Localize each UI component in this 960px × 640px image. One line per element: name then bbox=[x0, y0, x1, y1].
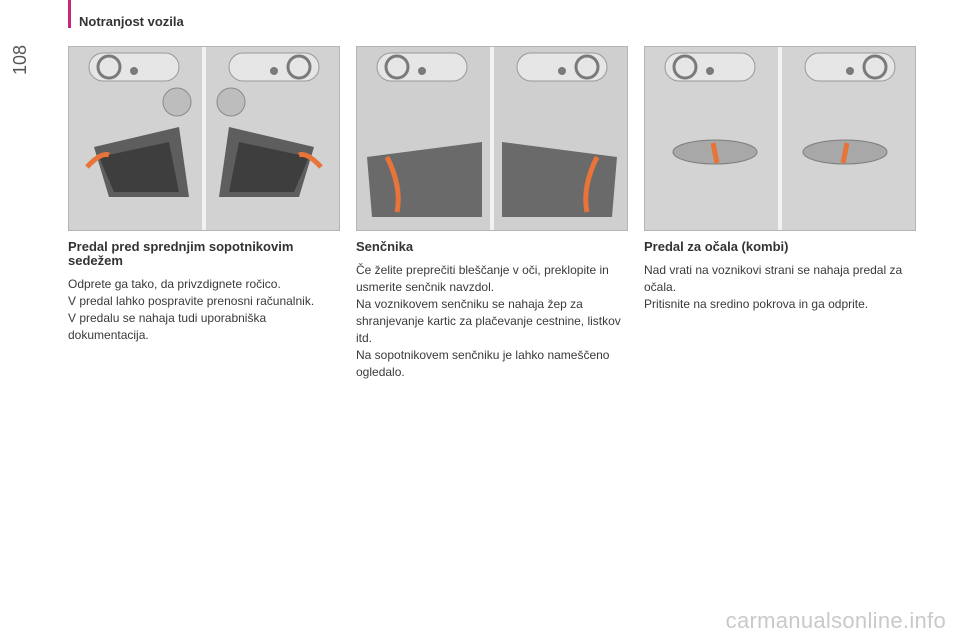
steering-lhd-icon bbox=[665, 53, 755, 81]
sun-visor-text-line: Na sopotnikovem senčniku je lahko nameščeno ogledalo. bbox=[356, 348, 610, 379]
sun-visor-text-line: Če želite preprečiti bleščanje v oči, preklopite in usmerite senčnik navzdol. bbox=[356, 263, 609, 294]
steering-lhd-icon bbox=[89, 53, 179, 81]
glasses-compartment-text-line: Pritisnite na sredino pokrova in ga odprite. bbox=[644, 297, 869, 311]
glasses-compartment-section bbox=[644, 240, 909, 313]
glasses-compartment-illustration bbox=[644, 46, 916, 231]
glovebox-text-line: V predalu se nahaja tudi uporabniška dokumentacija. bbox=[68, 311, 267, 342]
sun-visor-title: Senčnika bbox=[356, 239, 414, 254]
steering-rhd-icon bbox=[229, 53, 319, 81]
steering-rhd-icon bbox=[517, 53, 607, 81]
glasses-compartment-text-line: Nad vrati na voznikovi strani se nahaja predal za očala. bbox=[644, 263, 903, 294]
watermark: carmanualsonline.info bbox=[725, 608, 946, 633]
steering-lhd-icon bbox=[377, 53, 467, 81]
sun-visor-illustration bbox=[356, 46, 628, 231]
header-accent-bar bbox=[68, 0, 71, 28]
sun-visor-text-line: Na voznikovem senčniku se nahaja žep za shranjevanje kartic za plačevanje cestnine, listkov itd. bbox=[356, 297, 621, 345]
glovebox-illustration bbox=[68, 46, 340, 231]
glovebox-text-line: Odprete ga tako, da privzdignete ročico. bbox=[68, 277, 281, 291]
glovebox-text-line: V predal lahko pospravite prenosni računalnik. bbox=[68, 294, 315, 308]
glasses-compartment-title: Predal za očala (kombi) bbox=[644, 239, 789, 254]
glovebox-title: Predal pred sprednjim sopotnikovim sedežem bbox=[68, 239, 294, 268]
section-title: Notranjost vozila bbox=[79, 14, 184, 29]
glovebox-section bbox=[68, 240, 333, 344]
steering-rhd-icon bbox=[805, 53, 895, 81]
page-number: 108 bbox=[10, 44, 30, 76]
sun-visor-section bbox=[356, 240, 621, 381]
